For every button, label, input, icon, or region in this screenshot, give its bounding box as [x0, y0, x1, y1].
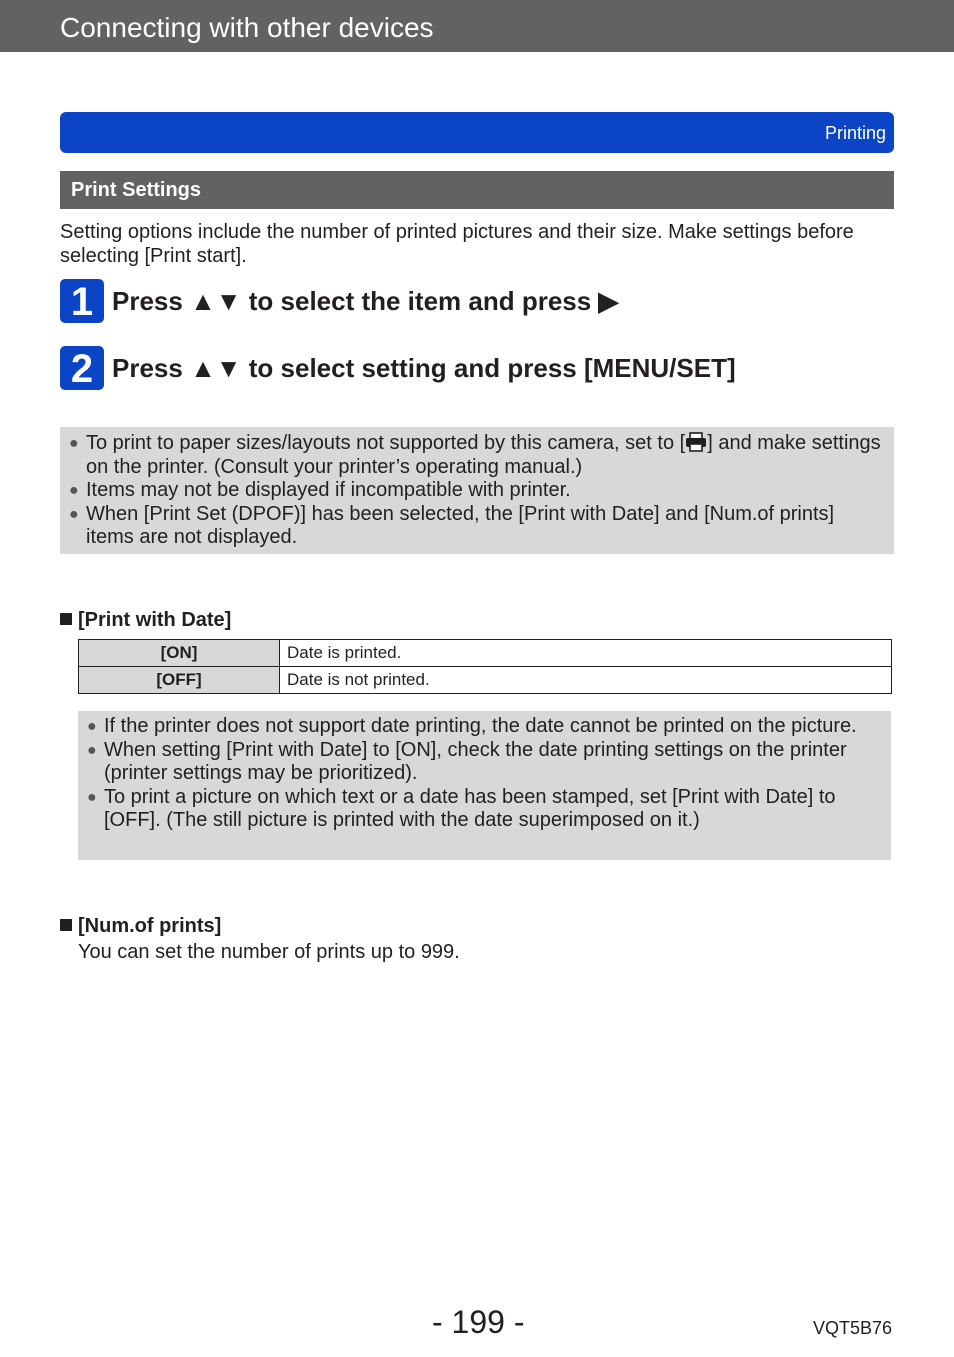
section-bar [60, 171, 894, 209]
step-text-1: Press ▲▼ to select the item and press ▶ [112, 286, 619, 316]
step-2 [60, 346, 920, 390]
option-key: [OFF] [79, 667, 280, 694]
section-title: Print Settings [71, 179, 202, 201]
bullet-icon: ● [69, 505, 79, 523]
category-label: Printing [824, 123, 886, 143]
step-number-2: 2 [60, 346, 104, 390]
note-box-print-with-date [78, 711, 891, 860]
model-code: VQT5B76 [813, 1318, 893, 1338]
note-item: ● To print a picture on which text or a date has been stamped, set [Print with Date] to [OFF]. (The still picture is printed with the date superimposed on it.) [87, 785, 836, 831]
table-row [79, 640, 892, 667]
page-number: - 199 - [432, 1304, 525, 1340]
square-bullet-icon [60, 613, 72, 625]
subheading-print-with-date: [Print with Date] [60, 609, 231, 632]
note-box-general [60, 427, 894, 554]
bullet-icon: ● [87, 788, 97, 806]
chapter-title: Connecting with other devices [60, 12, 434, 43]
bullet-icon: ● [87, 718, 97, 735]
intro-text: Setting options include the number of printed pictures and their size. Make settings before selecting [Print start]. [60, 221, 854, 267]
note-item: ● When setting [Print with Date] to [ON], check the date printing settings on the printer (printer settings may be prioritized). [87, 738, 847, 784]
printer-icon [685, 432, 707, 452]
step-text-2: Press ▲▼ to select setting and press [MENU/SET] [112, 353, 736, 383]
header-bar [0, 0, 954, 52]
note-item: ● If the printer does not support date printing, the date cannot be printed on the picture. [87, 715, 857, 737]
note-item: ● To print to paper sizes/layouts not supported by this camera, set to [ ] and make settings on the printer. (Consult your printer’s operating manual.) [69, 432, 881, 478]
step-number-1: 1 [60, 279, 104, 323]
bullet-icon: ● [87, 741, 97, 759]
bullet-icon: ● [69, 435, 79, 452]
option-value: Date is not printed. [280, 667, 892, 694]
print-with-date-table [78, 639, 892, 694]
option-key: [ON] [79, 640, 280, 667]
table-row [79, 667, 892, 694]
square-bullet-icon [60, 919, 72, 931]
note-item: ● When [Print Set (DPOF)] has been selected, the [Print with Date] and [Num.of prints] items are not displayed. [69, 502, 835, 548]
note-item: ● Items may not be displayed if incompatible with printer. [69, 479, 571, 501]
subheading-num-of-prints: [Num.of prints] [60, 915, 221, 938]
option-value: Date is printed. [280, 640, 892, 667]
category-bar [60, 112, 894, 153]
step-1 [60, 279, 920, 323]
num-of-prints-text: You can set the number of prints up to 999. [78, 941, 460, 963]
bullet-icon: ● [69, 482, 79, 499]
